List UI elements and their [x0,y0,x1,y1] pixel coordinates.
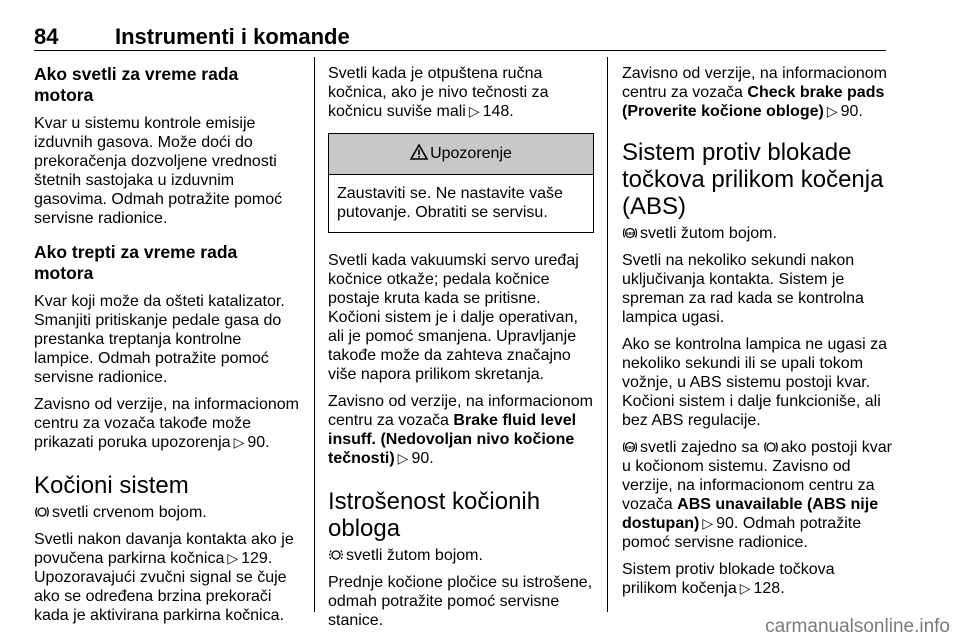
heading-motor: Ako svetli za vreme rada motora [34,64,239,105]
abs-icon [622,225,638,237]
crveno-text: svetli crvenom bojom. [52,504,207,521]
paragraph-ne-ugasi: Ako se kontrolna lampica ne ugasi za nekoliko sekundi ili se upali tokom vožnje, u ABS sistemu postoji kvar. Kočioni sistem i dalje funkcioniše, ali bez ABS regulacije. [622,336,888,429]
arrow-reference-icon: ▷ [468,103,480,119]
header-rule [34,50,886,51]
watermark: carmanualsonline.info [765,616,950,637]
nakon-text: Svetli nakon davanja kontakta ako je povučena parkirna kočnica [34,531,294,567]
heading-abs: Sistem protiv blokade točkova prilikom kočenja (ABS) [622,139,884,220]
heading-trepti: Ako trepti za vreme rada motora [34,242,238,283]
zajedno-text-c: Odmah potražite pomoć servisne radionice. [622,515,862,551]
page-reference[interactable]: 90. [247,434,270,451]
heading-obloga: Istrošenost kočionih obloga [328,488,541,542]
paragraph-prednje: Prednje kočione pločice su istrošene, odmah potražite pomoć servisne stanice. [328,574,593,629]
message-abs: ABS unavailable (ABS nije dostupan) [622,496,879,532]
paragraph-motor: Kvar u sistemu kontrole emisije izduvnih gasova. Može doći do prekoračenja dozvoljene vrednosti štetnih sastojaka u izduvnim gasovima. Odmah potražite pomoć servisne radionice. [34,115,283,227]
page-reference[interactable]: 129. [241,550,273,567]
otpustena-text: Svetli kada je otpuštena ručna kočnica, ako je nivo tečnosti za kočnicu suviše mali [328,65,549,120]
heading-kocioni: Kočioni sistem [34,472,189,499]
column-divider-2 [607,57,608,612]
arrow-reference-icon: ▷ [233,434,245,450]
paragraph-trepti: Kvar koji može da ošteti katalizator. Smanjiti pritiskanje pedale gasa do prestanka treptanja kontrolne lampice. Odmah potražite pomoć servisne radionice. [34,293,285,386]
zvucni-text: Upozoravajući zvučni signal se čuje ako se određena brzina prekorači kada je aktivirana parkirna kočnica. [34,569,287,624]
paragraph-crveno [34,503,300,522]
warning-text: Zaustaviti se. Ne nastavite vaše putovanje. Obratiti se servisu. [337,185,563,221]
message-check-pads: Check brake pads (Proverite kočione obloge) [622,84,885,120]
warning-triangle-icon [410,136,428,152]
abs-zutom-text: svetli žutom bojom. [640,225,777,242]
warning-box [328,133,594,233]
warning-title: Upozorenje [430,145,512,162]
svg-text:ABS: ABS [625,231,635,236]
column-divider-1 [314,57,315,612]
paragraph-otpustena [328,64,594,121]
page-reference[interactable]: 90. [840,103,863,120]
abs-icon [622,439,638,451]
sistem-text: Sistem protiv blokade točkova prilikom kočenja [622,561,835,597]
verzija-text: Zavisno od verzije, na informacionom centru za vozača takođe može prikazati poruka upozorenja [34,396,300,451]
brake-pad-wear-icon [328,547,344,559]
verzija-text: Zavisno od verzije, na informacionom centru za vozača [328,393,594,429]
page-number: 84 [34,24,59,49]
page-title: Instrumenti i komande [115,24,350,49]
page-reference[interactable]: 90. [411,450,434,467]
column-1 [34,64,300,633]
arrow-reference-icon: ▷ [397,450,409,466]
paragraph-abs-zutom [622,224,892,243]
paragraph-verzija [328,392,594,468]
arrow-reference-icon: ▷ [702,515,714,531]
page-reference[interactable]: 90. [716,515,739,532]
svg-text:ABS: ABS [625,445,635,450]
arrow-reference-icon: ▷ [826,103,838,119]
brake-warning-icon [763,439,779,451]
page-reference[interactable]: 128. [753,580,785,597]
zutom-text: svetli žutom bojom. [346,547,483,564]
column-3 [622,64,892,606]
paragraph-nekoliko: Svetli na nekoliko sekundi nakon uključivanja kontakta. Sistem je spreman za rad kada se kontrolna lampica ugasi. [622,252,864,326]
brake-warning-icon [34,504,50,516]
paragraph-sistem [622,560,892,598]
paragraph-verzija [34,395,300,452]
arrow-reference-icon: ▷ [227,550,239,566]
warning-header [329,134,593,175]
verzija-text: Zavisno od verzije, na informacionom centru za vozača [622,65,888,101]
page-reference[interactable]: 148. [482,103,514,120]
zajedno-text-b: ako postoji kvar u kočionom sistemu. Zavisno od verzije, na informacionom centru za vozača [622,439,892,513]
paragraph-nakon [34,530,300,625]
paragraph-zajedno [622,438,892,552]
zajedno-text-a: svetli zajedno sa [640,439,759,456]
message-brake-fluid: Brake fluid level insuff. (Nedovoljan nivo kočione tečnosti) [328,412,577,467]
column-2 [328,64,594,638]
paragraph-zutom [328,546,594,565]
paragraph-verzija [622,64,892,121]
arrow-reference-icon: ▷ [739,580,751,596]
paragraph-vakuum: Svetli kada vakuumski servo uređaj kočnice otkaže; pedala kočnice postaje kruta kada se pritisne. Kočioni sistem je i dalje operativan, ali je pomoć smanjena. Upravljanje takođe može da zahteva značajno više napora prilikom skretanja. [328,252,579,383]
